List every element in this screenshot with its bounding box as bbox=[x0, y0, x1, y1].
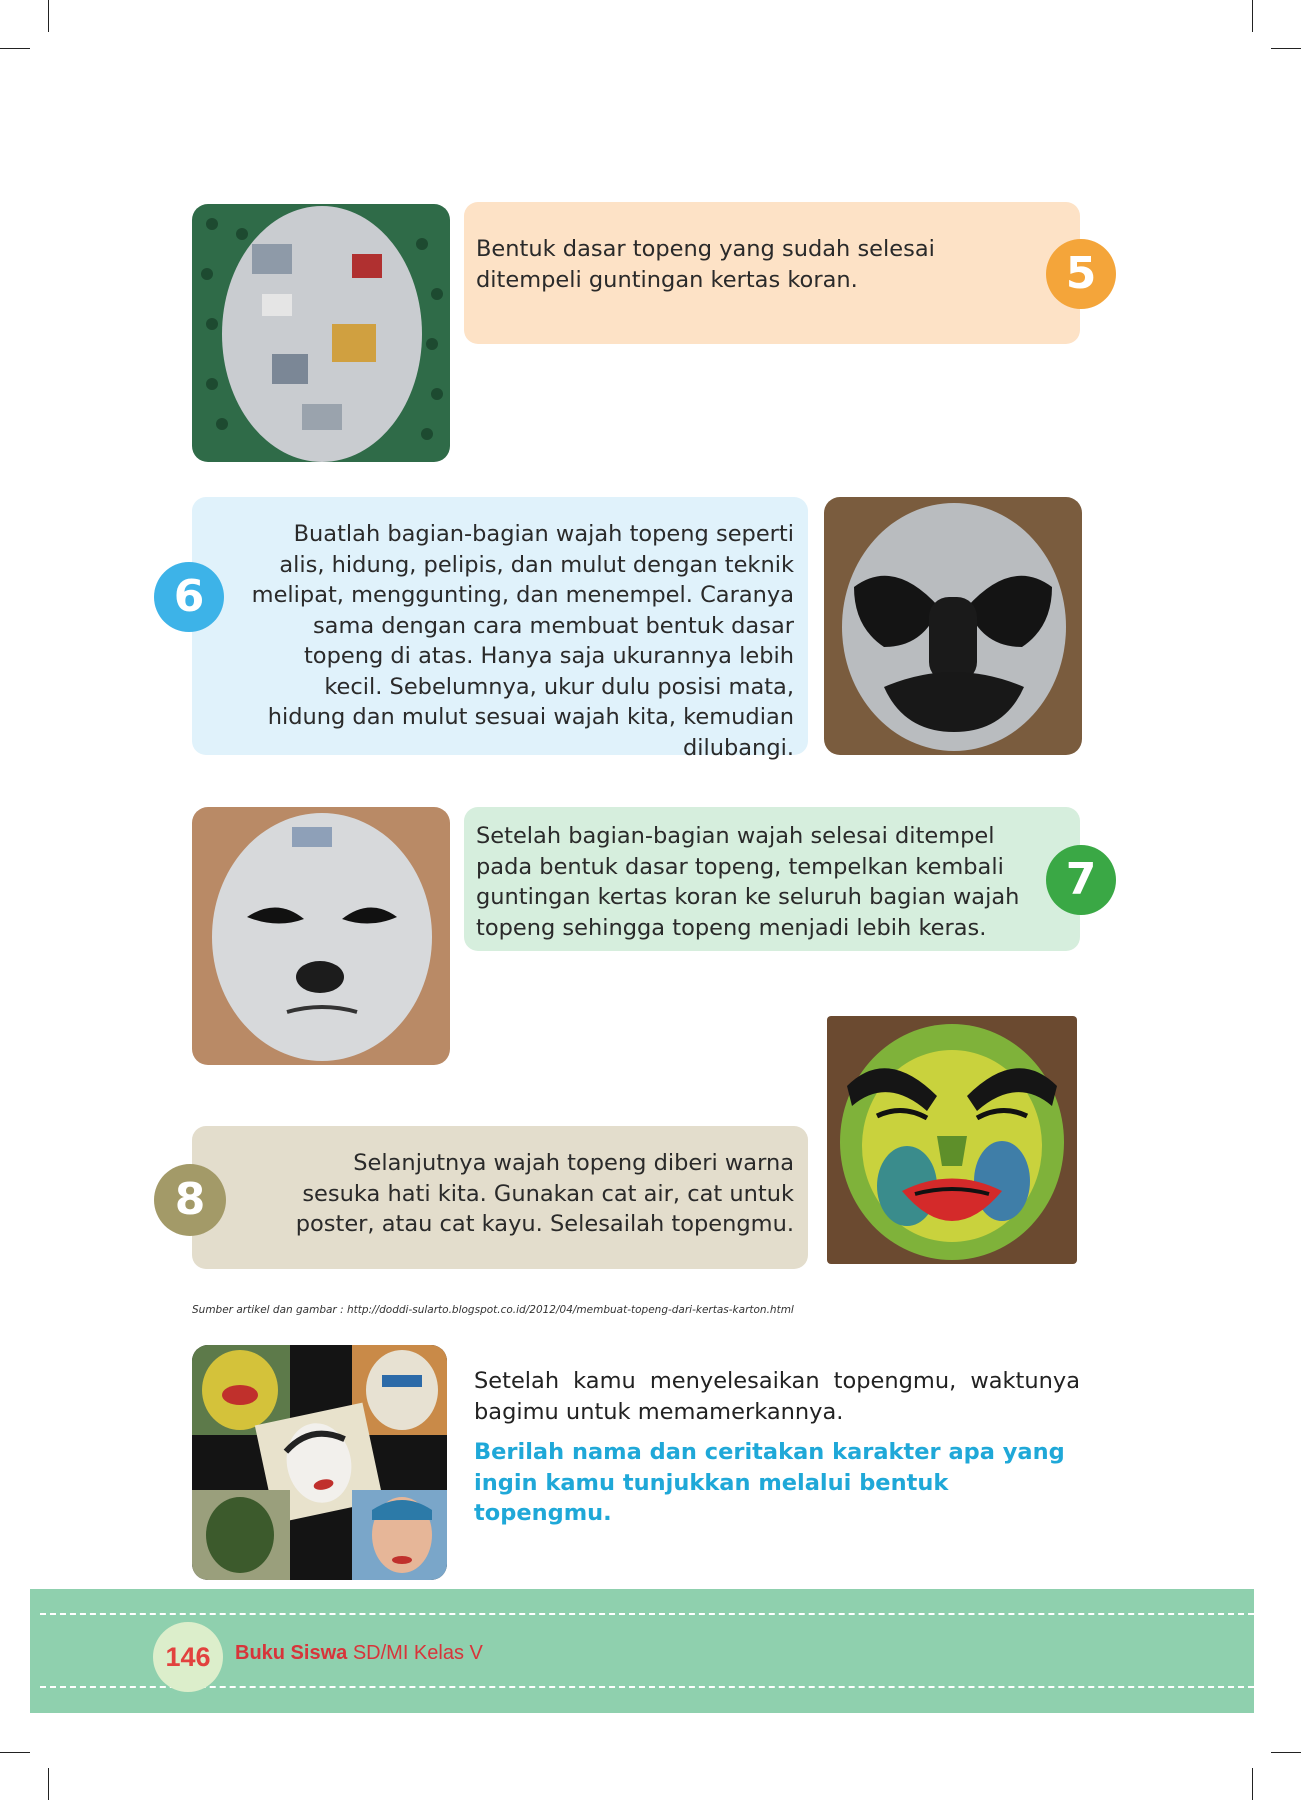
mask-painted-illustration bbox=[827, 1016, 1077, 1264]
crop-mark bbox=[0, 48, 30, 49]
book-title-rest: SD/MI Kelas V bbox=[347, 1642, 483, 1664]
photo-mask-covered bbox=[192, 807, 450, 1065]
step-6-number: 6 bbox=[173, 571, 205, 622]
step-5-number: 5 bbox=[1065, 248, 1097, 299]
step-6-badge bbox=[154, 562, 224, 632]
step-8-badge bbox=[154, 1164, 226, 1236]
step-8-text: Selanjutnya wajah topeng diberi warna sesuka hati kita. Gunakan cat air, cat untuk poster, atau cat kayu. Selesailah topengmu. bbox=[295, 1150, 794, 1237]
step-5-badge bbox=[1046, 239, 1116, 309]
crop-mark bbox=[48, 1768, 49, 1800]
crop-mark bbox=[1271, 1752, 1301, 1753]
crop-mark bbox=[1271, 48, 1301, 49]
source-citation: Sumber artikel dan gambar : http://doddi-sularto.blogspot.co.id/2012/04/membuat-topeng-dari-kertas-karton.html bbox=[192, 1304, 794, 1316]
step-7-number: 7 bbox=[1065, 854, 1097, 905]
photo-mask-facial-features bbox=[824, 497, 1082, 755]
step-5-text: Bentuk dasar topeng yang sudah selesai ditempeli guntingan kertas koran. bbox=[476, 236, 935, 293]
closing-text: Setelah kamu menyelesaikan topengmu, waktunya bagimu untuk memamerkannya. bbox=[474, 1368, 1080, 1425]
photo-mask-painted bbox=[827, 1016, 1077, 1264]
page-number: 146 bbox=[153, 1622, 223, 1692]
mask-covered-illustration bbox=[192, 807, 450, 1065]
step-7-text: Setelah bagian-bagian wajah selesai ditempel pada bentuk dasar topeng, tempelkan kembali guntingan kertas koran ke seluruh bagian wajah topeng sehingga topeng menjadi lebih keras. bbox=[476, 823, 1020, 941]
step-7-badge bbox=[1046, 845, 1116, 915]
step-8-box bbox=[192, 1126, 808, 1269]
footer-dash-top bbox=[40, 1613, 1254, 1615]
closing-section bbox=[474, 1366, 1080, 1529]
mask-base-illustration bbox=[192, 204, 450, 462]
mask-collage-illustration bbox=[192, 1345, 447, 1580]
footer-dash-bottom bbox=[40, 1686, 1254, 1688]
step-7-box bbox=[464, 807, 1080, 951]
book-title-bold: Buku Siswa bbox=[235, 1642, 348, 1664]
step-6-text: Buatlah bagian-bagian wajah topeng seperti alis, hidung, pelipis, dan mulut dengan teknik melipat, menggunting, dan menempel. Caranya sama dengan cara membuat bentuk dasar topeng di atas. Hanya saja ukurannya lebih kecil. Sebelumnya, ukur dulu posisi mata, hidung dan mulut sesuai wajah kita, kemudian dilubangi. bbox=[251, 521, 794, 761]
crop-mark bbox=[1252, 1768, 1253, 1800]
mask-features-illustration bbox=[824, 497, 1082, 755]
crop-mark bbox=[0, 1752, 30, 1753]
photo-mask-collage bbox=[192, 1345, 447, 1580]
photo-mask-base-newspaper bbox=[192, 204, 450, 462]
step-5-box bbox=[464, 202, 1080, 344]
step-6-box bbox=[192, 497, 808, 761]
crop-mark bbox=[1252, 0, 1253, 32]
crop-mark bbox=[48, 0, 49, 32]
step-8-number: 8 bbox=[174, 1174, 206, 1225]
book-title bbox=[235, 1642, 483, 1665]
closing-highlight: Berilah nama dan ceritakan karakter apa yang ingin kamu tunjukkan melalui bentuk topengmu. bbox=[474, 1439, 1065, 1526]
